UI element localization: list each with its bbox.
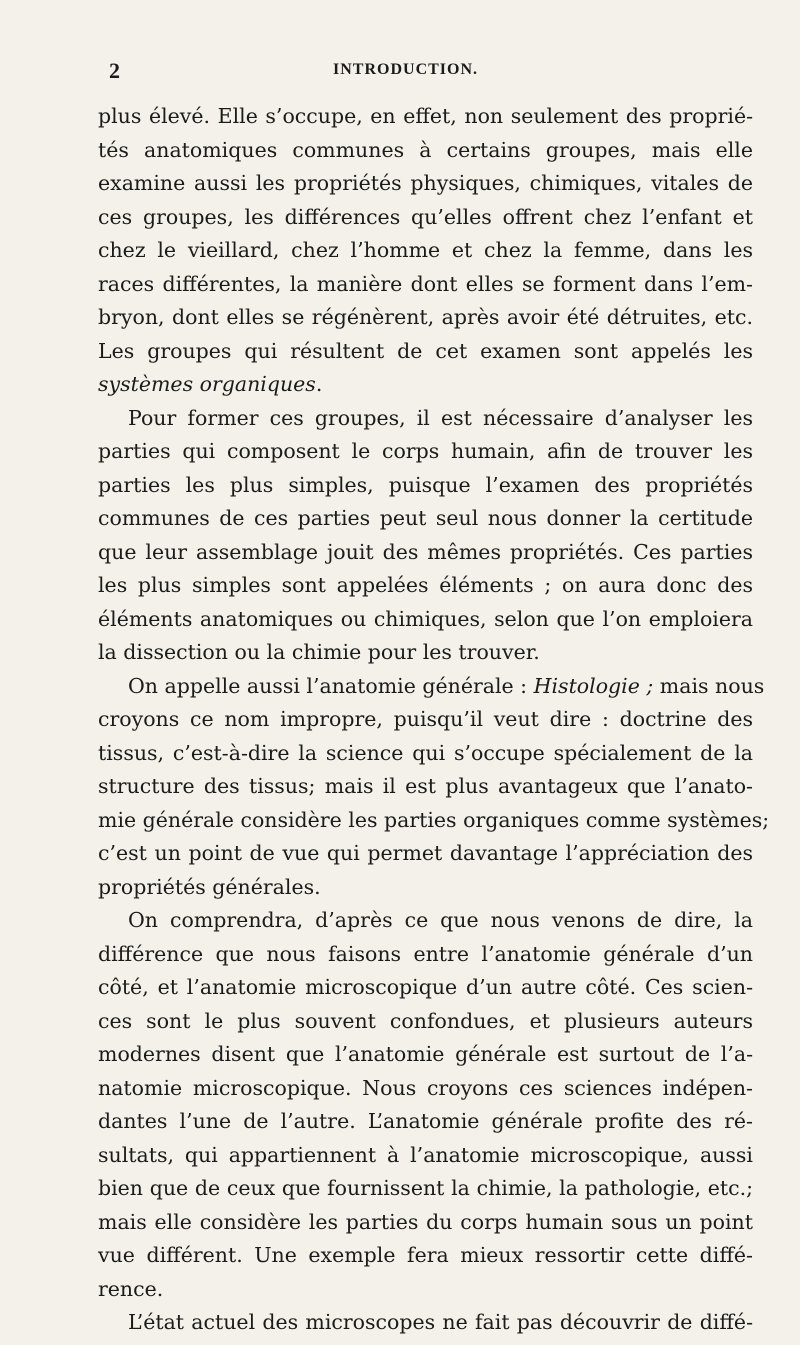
text-segment: .	[315, 372, 323, 396]
text-line: bien que de ceux que fournissent la chimie, la pathologie, etc.;	[98, 1176, 753, 1200]
text-line: propriétés générales.	[98, 874, 321, 899]
text-line: tissus, c’est-à-dire la science qui s’occupe spécialement de la	[98, 740, 753, 765]
running-head	[105, 58, 755, 98]
text-line: Les groupes qui résultent de cet examen sont appelés les	[98, 338, 753, 363]
running-title: INTRODUCTION.	[333, 61, 479, 78]
text-line: tés anatomiques communes à certains groupes, mais elle	[98, 137, 753, 162]
text-line: c’est un point de vue qui permet davantage l’appréciation des	[98, 841, 753, 865]
text-line: mie générale considère les parties organiques comme systèmes;	[98, 807, 770, 832]
text-line: côté, et l’anatomie microscopique d’un autre côté. Ces scien-	[98, 975, 753, 999]
text-line: Pour former ces groupes, il est nécessaire d’analyser les	[128, 405, 753, 430]
text-line	[98, 670, 765, 704]
text-line: races différentes, la manière dont elles se forment dans l’em-	[98, 271, 753, 296]
text-line: vue différent. Une exemple fera mieux ressortir cette diffé-	[98, 1243, 753, 1267]
text-line: ces groupes, les différences qu’elles offrent chez l’enfant et	[98, 204, 753, 229]
italic-term: systèmes organiques	[98, 372, 316, 396]
text-line: natomie microscopique. Nous croyons ces sciences indépen-	[98, 1075, 753, 1100]
text-line: mais elle considère les parties du corps humain sous un point	[98, 1209, 753, 1234]
text-line: communes de ces parties peut seul nous donner la certitude	[98, 506, 753, 530]
text-line: que leur assemblage jouit des mêmes propriétés. Ces parties	[98, 539, 753, 564]
text-line: la dissection ou la chimie pour les trouver.	[98, 640, 540, 664]
page-number: 2	[109, 58, 120, 83]
text-line: L’état actuel des microscopes ne fait pas découvrir de diffé-	[128, 1310, 753, 1334]
text-line: examine aussi les propriétés physiques, chimiques, vitales de	[98, 171, 753, 195]
text-line: chez le vieillard, chez l’homme et chez la femme, dans les	[98, 238, 753, 262]
text-line: bryon, dont elles se régénèrent, après avoir été détruites, etc.	[98, 305, 753, 329]
text-line: parties qui composent le corps humain, afin de trouver les	[98, 439, 753, 463]
text-line: On comprendra, d’après ce que nous venons de dire, la	[128, 908, 753, 932]
text-line: les plus simples sont appelées éléments ; on aura donc des	[98, 573, 753, 597]
text-line: croyons ce nom impropre, puisqu’il veut dire : doctrine des	[98, 707, 753, 731]
italic-term: Histologie ;	[533, 673, 654, 698]
text-line: structure des tissus; mais il est plus avantageux que l’anato-	[98, 774, 753, 798]
text-line: modernes disent que l’anatomie générale est surtout de l’a-	[98, 1042, 753, 1066]
text-line: différence que nous faisons entre l’anatomie générale d’un	[98, 941, 753, 966]
text-line	[98, 368, 753, 402]
text-line: ces sont le plus souvent confondues, et plusieurs auteurs	[98, 1008, 753, 1033]
text-line: parties les plus simples, puisque l’examen des propriétés	[98, 472, 753, 497]
text-line: plus élevé. Elle s’occupe, en effet, non seulement des proprié-	[98, 104, 753, 128]
text-line: dantes l’une de l’autre. L’anatomie générale profite des ré-	[98, 1109, 753, 1133]
body-text	[98, 100, 770, 1340]
text-line: sultats, qui appartiennent à l’anatomie microscopique, aussi	[98, 1142, 753, 1167]
text-line: rence.	[98, 1276, 164, 1301]
text-segment: mais nous	[653, 673, 765, 698]
text-segment: On appelle aussi l’anatomie générale :	[128, 673, 534, 698]
text-line: éléments anatomiques ou chimiques, selon que l’on emploiera	[98, 606, 753, 631]
